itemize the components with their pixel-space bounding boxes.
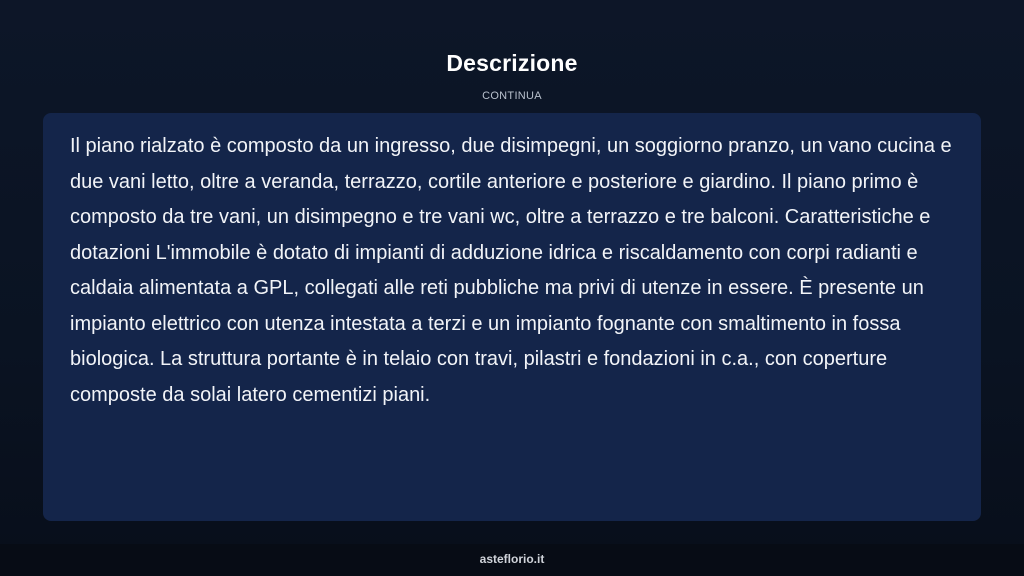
description-card <box>43 113 981 521</box>
description-text: Il piano rialzato è composto da un ingresso, due disimpegni, un soggiorno pranzo, un vano cucina e due vani letto, oltre a veranda, terrazzo, cortile anteriore e posteriore e giardino. Il piano primo è composto da tre vani, un disimpegno e tre vani wc, oltre a terrazzo e tre balconi. Caratteristiche e dotazioni L'immobile è dotato di impianti di adduzione idrica e riscaldamento con corpi radianti e caldaia alimentata a GPL, collegati alle reti pubbliche ma privi di utenze in essere. È presente un impianto elettrico con utenza intestata a terzi e un impianto fognante con smaltimento in fossa biologica. La struttura portante è in telaio con travi, pilastri e fondazioni in c.a., con coperture composte da solai latero cementizi piani. <box>70 135 952 406</box>
page-title: Descrizione <box>446 50 578 76</box>
continue-link[interactable]: CONTINUA <box>482 90 542 102</box>
footer-brand-link[interactable]: asteflorio.it <box>479 552 545 566</box>
footer <box>0 544 1024 576</box>
